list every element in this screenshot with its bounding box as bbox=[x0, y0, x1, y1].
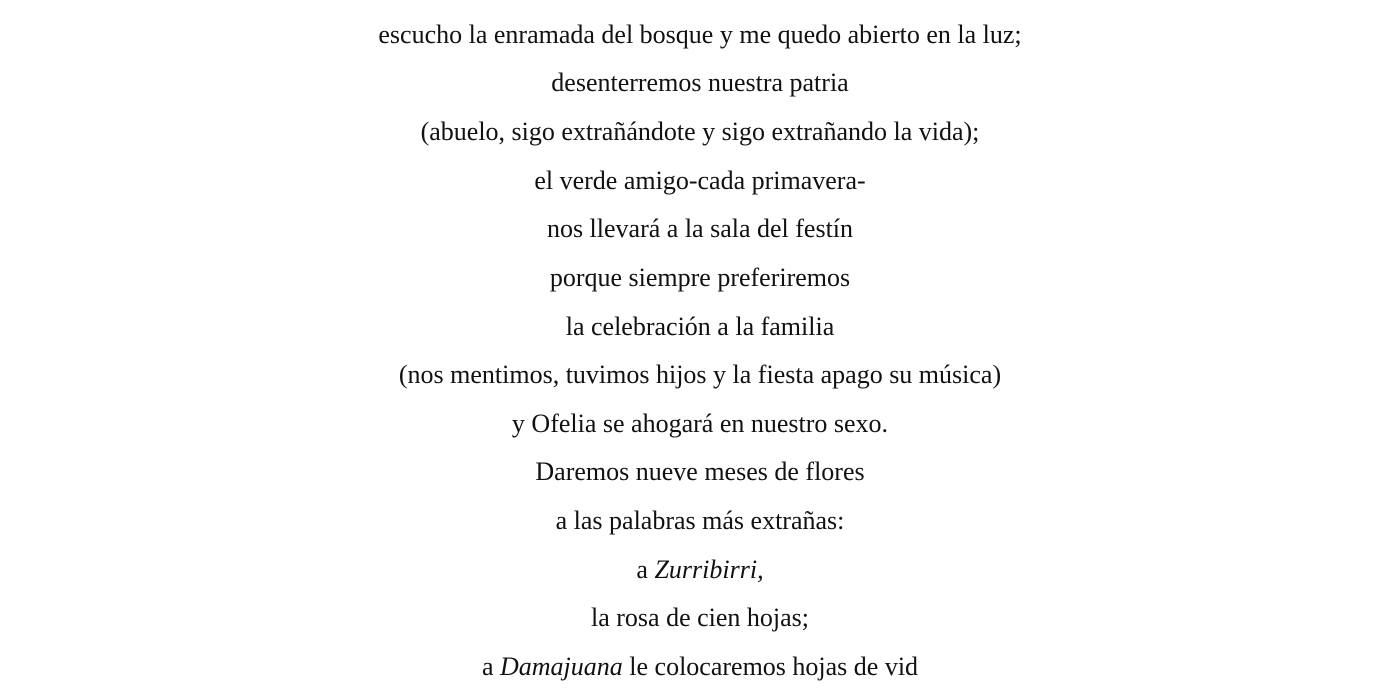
poem-line: y Ofelia se ahogará en nuestro sexo. bbox=[511, 409, 889, 438]
poem-line: porque siempre preferiremos bbox=[549, 263, 851, 292]
poem-line-damajuana bbox=[0, 652, 1400, 682]
poem-line: a las palabras más extrañas: bbox=[555, 506, 845, 535]
line-prefix: a bbox=[481, 652, 500, 681]
poem-line: el verde amigo-cada primavera- bbox=[534, 166, 866, 195]
line-suffix: le colocaremos hojas de vid bbox=[622, 652, 919, 681]
poem-line-zurribirri bbox=[0, 555, 1400, 585]
poem-line: la celebración a la familia bbox=[565, 312, 835, 341]
poem-line: (abuelo, sigo extrañándote y sigo extrañando la vida); bbox=[420, 117, 980, 146]
line-prefix: a bbox=[636, 555, 655, 584]
italic-word: Zurribirri, bbox=[654, 555, 764, 584]
italic-word: Damajuana bbox=[499, 652, 623, 681]
poem-line: nos llevará a la sala del festín bbox=[546, 214, 854, 243]
poem-line: escucho la enramada del bosque y me quedo abierto en la luz; bbox=[378, 20, 1022, 49]
poem-line: la rosa de cien hojas; bbox=[590, 603, 810, 632]
poem-line: desenterremos nuestra patria bbox=[551, 68, 849, 97]
poem-line: (nos mentimos, tuvimos hijos y la fiesta apago su música) bbox=[398, 360, 1002, 389]
poem-line: Daremos nueve meses de flores bbox=[535, 457, 865, 486]
